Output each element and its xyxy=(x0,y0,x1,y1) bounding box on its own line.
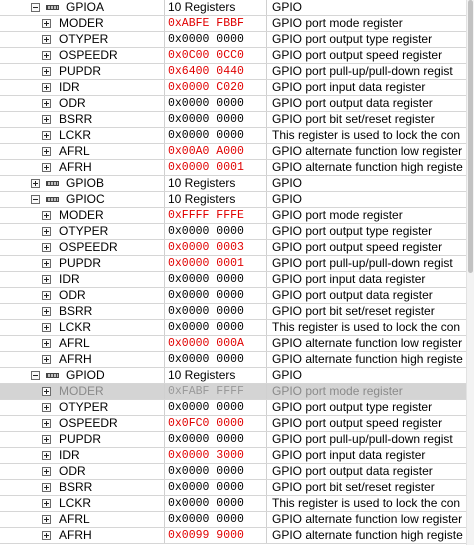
value-cell[interactable] xyxy=(164,256,267,271)
expand-icon[interactable] xyxy=(42,339,51,348)
register-description: GPIO port output data register xyxy=(272,96,433,110)
value-cell[interactable] xyxy=(164,240,267,255)
register-value: 0x0000 C020 xyxy=(168,81,244,94)
register-value: 0x0099 9000 xyxy=(168,529,244,542)
value-cell[interactable] xyxy=(164,208,267,223)
expand-icon[interactable] xyxy=(42,451,51,460)
description-cell xyxy=(267,320,467,335)
register-row[interactable] xyxy=(0,240,474,256)
register-name: AFRL xyxy=(59,336,90,350)
peripheral-chip-icon xyxy=(46,5,59,10)
description-cell xyxy=(267,0,467,15)
register-row[interactable] xyxy=(0,352,474,368)
name-cell xyxy=(0,112,165,127)
register-row[interactable] xyxy=(0,432,474,448)
register-description: GPIO port input data register xyxy=(272,272,426,286)
value-cell[interactable] xyxy=(164,112,267,127)
peripheral-chip-icon xyxy=(46,197,59,202)
register-description: GPIO xyxy=(272,0,303,14)
name-cell xyxy=(0,512,165,527)
peripheral-chip-icon xyxy=(46,181,59,186)
register-name: OTYPER xyxy=(59,224,109,238)
description-cell xyxy=(267,384,467,399)
register-value: 0x0000 3000 xyxy=(168,449,244,462)
value-cell[interactable] xyxy=(164,64,267,79)
register-row[interactable] xyxy=(0,384,474,400)
value-cell[interactable] xyxy=(164,48,267,63)
value-cell[interactable] xyxy=(164,224,267,239)
description-cell xyxy=(267,352,467,367)
register-row[interactable] xyxy=(0,128,474,144)
register-description: GPIO alternate function low register xyxy=(272,336,463,350)
expand-icon[interactable] xyxy=(31,179,40,188)
register-value: 0x0000 0000 xyxy=(168,497,244,510)
expand-icon[interactable] xyxy=(42,163,51,172)
register-description: GPIO port bit set/reset register xyxy=(272,112,435,126)
register-name: AFRL xyxy=(59,144,90,158)
name-cell xyxy=(0,304,165,319)
description-cell xyxy=(267,192,467,207)
register-description: This register is used to lock the con xyxy=(272,128,461,142)
register-description: GPIO xyxy=(272,192,303,206)
register-name: BSRR xyxy=(59,112,93,126)
register-value: 0x0000 0000 xyxy=(168,113,244,126)
description-cell xyxy=(267,448,467,463)
register-description: GPIO port bit set/reset register xyxy=(272,304,435,318)
value-cell[interactable] xyxy=(164,512,267,527)
description-cell xyxy=(267,368,467,383)
value-cell[interactable] xyxy=(164,448,267,463)
description-cell xyxy=(267,112,467,127)
vertical-scrollbar[interactable] xyxy=(466,0,474,545)
register-row[interactable] xyxy=(0,496,474,512)
register-name: ODR xyxy=(59,288,86,302)
name-cell xyxy=(0,144,165,159)
register-row[interactable] xyxy=(0,288,474,304)
name-cell xyxy=(0,64,165,79)
name-cell xyxy=(0,160,165,175)
register-value: 0x0C00 0CC0 xyxy=(168,49,244,62)
value-cell[interactable] xyxy=(164,384,267,399)
register-name: OSPEEDR xyxy=(59,48,118,62)
register-row[interactable] xyxy=(0,64,474,80)
name-cell xyxy=(0,480,165,495)
expand-icon[interactable] xyxy=(42,259,51,268)
name-cell xyxy=(0,368,165,383)
register-row[interactable] xyxy=(0,272,474,288)
register-description: GPIO port input data register xyxy=(272,448,426,462)
register-value: 0x0000 0000 xyxy=(168,273,244,286)
description-cell xyxy=(267,512,467,527)
register-description: GPIO xyxy=(272,368,303,382)
register-description: GPIO port output type register xyxy=(272,400,433,414)
register-count: 10 Registers xyxy=(168,368,236,382)
register-name: IDR xyxy=(59,448,80,462)
register-description: GPIO port output data register xyxy=(272,288,433,302)
register-description: GPIO port input data register xyxy=(272,80,426,94)
register-name: AFRH xyxy=(59,528,92,542)
register-value: 0x0000 0000 xyxy=(168,401,244,414)
description-cell xyxy=(267,176,467,191)
scrollbar-thumb[interactable] xyxy=(468,0,473,273)
register-row[interactable] xyxy=(0,464,474,480)
register-value: 0x0000 0003 xyxy=(168,241,244,254)
register-description: GPIO port bit set/reset register xyxy=(272,480,435,494)
name-cell xyxy=(0,256,165,271)
expand-icon[interactable] xyxy=(42,227,51,236)
register-name: LCKR xyxy=(59,128,92,142)
name-cell xyxy=(0,48,165,63)
register-description: GPIO port output speed register xyxy=(272,48,443,62)
value-cell[interactable] xyxy=(164,368,267,383)
description-cell xyxy=(267,48,467,63)
register-value: 0x6400 0440 xyxy=(168,65,244,78)
expand-icon[interactable] xyxy=(42,99,51,108)
value-cell[interactable] xyxy=(164,496,267,511)
register-value: 0xABFE FBBF xyxy=(168,17,244,30)
description-cell xyxy=(267,128,467,143)
register-name: PUPDR xyxy=(59,64,102,78)
register-description: GPIO xyxy=(272,176,303,190)
expand-icon[interactable] xyxy=(42,387,51,396)
description-cell xyxy=(267,496,467,511)
register-description: GPIO port output speed register xyxy=(272,416,443,430)
expand-icon[interactable] xyxy=(42,19,51,28)
register-row[interactable] xyxy=(0,224,474,240)
peripheral-row[interactable] xyxy=(0,176,474,192)
register-name: OTYPER xyxy=(59,400,109,414)
name-cell xyxy=(0,208,165,223)
register-name: PUPDR xyxy=(59,432,102,446)
register-value: 0x0000 0000 xyxy=(168,33,244,46)
expand-icon[interactable] xyxy=(42,515,51,524)
register-description: GPIO port pull-up/pull-down regist xyxy=(272,256,453,270)
collapse-icon[interactable] xyxy=(31,371,40,380)
value-cell[interactable] xyxy=(164,336,267,351)
description-cell xyxy=(267,416,467,431)
register-value: 0x0000 0001 xyxy=(168,161,244,174)
register-value: 0x0000 0001 xyxy=(168,257,244,270)
register-value: 0x0FC0 0000 xyxy=(168,417,244,430)
name-cell xyxy=(0,80,165,95)
name-cell xyxy=(0,0,165,15)
expand-icon[interactable] xyxy=(42,35,51,44)
peripheral-name: GPIOD xyxy=(66,368,105,382)
expand-icon[interactable] xyxy=(42,243,51,252)
name-cell xyxy=(0,32,165,47)
expand-icon[interactable] xyxy=(42,419,51,428)
register-name: IDR xyxy=(59,80,80,94)
name-cell xyxy=(0,16,165,31)
register-description: GPIO port mode register xyxy=(272,208,403,222)
description-cell xyxy=(267,272,467,287)
register-value: 0xFFFF FFFE xyxy=(168,209,244,222)
register-name: AFRH xyxy=(59,352,92,366)
expand-icon[interactable] xyxy=(42,307,51,316)
value-cell[interactable] xyxy=(164,288,267,303)
register-row[interactable] xyxy=(0,144,474,160)
value-cell[interactable] xyxy=(164,16,267,31)
register-name: OSPEEDR xyxy=(59,240,118,254)
expand-icon[interactable] xyxy=(42,531,51,540)
register-value: 0x0000 0000 xyxy=(168,305,244,318)
description-cell xyxy=(267,288,467,303)
register-row[interactable] xyxy=(0,112,474,128)
register-row[interactable] xyxy=(0,528,474,544)
register-description: GPIO port output data register xyxy=(272,464,433,478)
value-cell[interactable] xyxy=(164,416,267,431)
register-row[interactable] xyxy=(0,448,474,464)
register-description: GPIO alternate function high registe xyxy=(272,528,463,542)
register-name: AFRH xyxy=(59,160,92,174)
register-name: PUPDR xyxy=(59,256,102,270)
register-row[interactable] xyxy=(0,80,474,96)
register-name: BSRR xyxy=(59,304,93,318)
register-value: 0x0000 000A xyxy=(168,337,244,350)
register-value: 0x0000 0000 xyxy=(168,321,244,334)
register-value: 0x0000 0000 xyxy=(168,289,244,302)
register-value: 0x0000 0000 xyxy=(168,129,244,142)
register-value: 0x00A0 A000 xyxy=(168,145,244,158)
register-description: GPIO alternate function low register xyxy=(272,144,463,158)
description-cell xyxy=(267,432,467,447)
register-description: GPIO port output type register xyxy=(272,224,433,238)
register-row[interactable] xyxy=(0,512,474,528)
register-name: OSPEEDR xyxy=(59,416,118,430)
expand-icon[interactable] xyxy=(42,115,51,124)
expand-icon[interactable] xyxy=(42,435,51,444)
value-cell[interactable] xyxy=(164,432,267,447)
expand-icon[interactable] xyxy=(42,323,51,332)
name-cell xyxy=(0,496,165,511)
register-row[interactable] xyxy=(0,48,474,64)
register-value: 0x0000 0000 xyxy=(168,433,244,446)
value-cell[interactable] xyxy=(164,304,267,319)
register-name: ODR xyxy=(59,464,86,478)
name-cell xyxy=(0,432,165,447)
name-cell xyxy=(0,416,165,431)
peripheral-name: GPIOA xyxy=(66,0,105,14)
register-row[interactable] xyxy=(0,320,474,336)
name-cell xyxy=(0,352,165,367)
register-description: GPIO port output type register xyxy=(272,32,433,46)
value-cell[interactable] xyxy=(164,160,267,175)
register-name: LCKR xyxy=(59,320,92,334)
description-cell xyxy=(267,64,467,79)
peripheral-name: GPIOB xyxy=(66,176,105,190)
register-description: GPIO port mode register xyxy=(272,384,403,398)
description-cell xyxy=(267,160,467,175)
register-description: GPIO alternate function low register xyxy=(272,512,463,526)
register-row[interactable] xyxy=(0,480,474,496)
register-description: GPIO port mode register xyxy=(272,16,403,30)
description-cell xyxy=(267,224,467,239)
register-description: GPIO alternate function high registe xyxy=(272,352,463,366)
register-value: 0xFABF FFFF xyxy=(168,385,244,398)
name-cell xyxy=(0,400,165,415)
description-cell xyxy=(267,528,467,543)
name-cell xyxy=(0,224,165,239)
register-value: 0x0000 0000 xyxy=(168,225,244,238)
expand-icon[interactable] xyxy=(42,403,51,412)
expand-icon[interactable] xyxy=(42,211,51,220)
register-description: This register is used to lock the con xyxy=(272,320,461,334)
description-cell xyxy=(267,144,467,159)
register-count: 10 Registers xyxy=(168,192,236,206)
register-description: GPIO port pull-up/pull-down regist xyxy=(272,64,453,78)
register-name: AFRL xyxy=(59,512,90,526)
register-name: LCKR xyxy=(59,496,92,510)
register-name: MODER xyxy=(59,208,104,222)
peripheral-name: GPIOC xyxy=(66,192,105,206)
register-count: 10 Registers xyxy=(168,0,236,14)
expand-icon[interactable] xyxy=(42,131,51,140)
value-cell[interactable] xyxy=(164,176,267,191)
expand-icon[interactable] xyxy=(42,499,51,508)
value-cell[interactable] xyxy=(164,80,267,95)
description-cell xyxy=(267,208,467,223)
collapse-icon[interactable] xyxy=(31,195,40,204)
expand-icon[interactable] xyxy=(42,291,51,300)
value-cell[interactable] xyxy=(164,0,267,15)
register-value: 0x0000 0000 xyxy=(168,481,244,494)
expand-icon[interactable] xyxy=(42,147,51,156)
description-cell xyxy=(267,336,467,351)
name-cell xyxy=(0,272,165,287)
expand-icon[interactable] xyxy=(42,83,51,92)
expand-icon[interactable] xyxy=(42,483,51,492)
register-row[interactable] xyxy=(0,336,474,352)
register-row[interactable] xyxy=(0,96,474,112)
register-name: OTYPER xyxy=(59,32,109,46)
register-row[interactable] xyxy=(0,208,474,224)
collapse-icon[interactable] xyxy=(31,3,40,12)
expand-icon[interactable] xyxy=(42,275,51,284)
name-cell xyxy=(0,288,165,303)
name-cell xyxy=(0,128,165,143)
expand-icon[interactable] xyxy=(42,355,51,364)
name-cell xyxy=(0,192,165,207)
peripheral-row[interactable] xyxy=(0,368,474,384)
register-description: GPIO port output speed register xyxy=(272,240,443,254)
expand-icon[interactable] xyxy=(42,467,51,476)
name-cell xyxy=(0,176,165,191)
name-cell xyxy=(0,448,165,463)
register-row[interactable] xyxy=(0,416,474,432)
description-cell xyxy=(267,480,467,495)
value-cell[interactable] xyxy=(164,528,267,543)
peripheral-row[interactable] xyxy=(0,0,474,16)
name-cell xyxy=(0,320,165,335)
register-value: 0x0000 0000 xyxy=(168,513,244,526)
value-cell[interactable] xyxy=(164,96,267,111)
description-cell xyxy=(267,256,467,271)
register-description: GPIO port pull-up/pull-down regist xyxy=(272,432,453,446)
name-cell xyxy=(0,240,165,255)
description-cell xyxy=(267,16,467,31)
register-name: ODR xyxy=(59,96,86,110)
value-cell[interactable] xyxy=(164,352,267,367)
description-cell xyxy=(267,96,467,111)
register-row[interactable] xyxy=(0,32,474,48)
peripheral-chip-icon xyxy=(46,373,59,378)
value-cell[interactable] xyxy=(164,480,267,495)
name-cell xyxy=(0,384,165,399)
expand-icon[interactable] xyxy=(42,67,51,76)
register-value: 0x0000 0000 xyxy=(168,465,244,478)
register-name: BSRR xyxy=(59,480,93,494)
value-cell[interactable] xyxy=(164,320,267,335)
value-cell[interactable] xyxy=(164,400,267,415)
register-row[interactable] xyxy=(0,256,474,272)
description-cell xyxy=(267,80,467,95)
register-description: This register is used to lock the con xyxy=(272,496,461,510)
description-cell xyxy=(267,240,467,255)
value-cell[interactable] xyxy=(164,32,267,47)
register-count: 10 Registers xyxy=(168,176,236,190)
register-description: GPIO alternate function high registe xyxy=(272,160,463,174)
register-row[interactable] xyxy=(0,304,474,320)
value-cell[interactable] xyxy=(164,192,267,207)
register-name: MODER xyxy=(59,384,104,398)
register-value: 0x0000 0000 xyxy=(168,97,244,110)
value-cell[interactable] xyxy=(164,464,267,479)
name-cell xyxy=(0,336,165,351)
value-cell[interactable] xyxy=(164,128,267,143)
register-row[interactable] xyxy=(0,400,474,416)
peripheral-row[interactable] xyxy=(0,192,474,208)
name-cell xyxy=(0,528,165,543)
register-name: IDR xyxy=(59,272,80,286)
description-cell xyxy=(267,304,467,319)
name-cell xyxy=(0,464,165,479)
value-cell[interactable] xyxy=(164,144,267,159)
name-cell xyxy=(0,96,165,111)
register-row[interactable] xyxy=(0,160,474,176)
description-cell xyxy=(267,32,467,47)
expand-icon[interactable] xyxy=(42,51,51,60)
value-cell[interactable] xyxy=(164,272,267,287)
register-value: 0x0000 0000 xyxy=(168,353,244,366)
description-cell xyxy=(267,464,467,479)
description-cell xyxy=(267,400,467,415)
register-name: MODER xyxy=(59,16,104,30)
register-row[interactable] xyxy=(0,16,474,32)
